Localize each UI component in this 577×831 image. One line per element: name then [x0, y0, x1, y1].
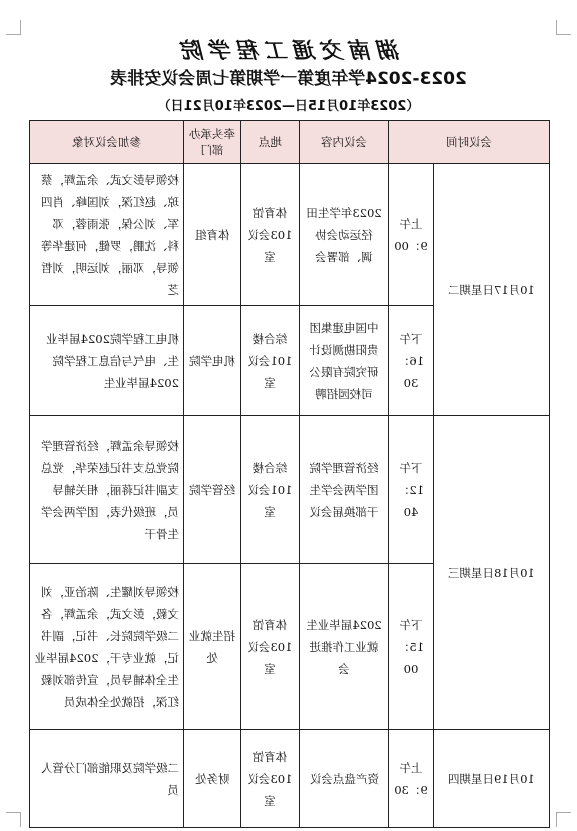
time-slot-cell: 上午9：00: [389, 164, 434, 306]
document-title: 2023-2024学年度第一学期第七周会议安排表: [110, 69, 467, 89]
location-cell: 综合楼101会议室: [241, 306, 300, 416]
dept-cell: 机电学院: [184, 306, 241, 416]
participants-cell: 校领导余孟辉，经济管理学院党总支书记赵荣华，党总支副书记蒋丽，相关辅导员，班级代表，团学两会学生骨干: [30, 416, 184, 564]
page-corner-mark: [6, 812, 21, 827]
dept-cell: 财务处: [184, 730, 241, 828]
dept-cell: 招生就业处: [184, 564, 241, 730]
table-row: [30, 730, 550, 828]
page-corner-mark: [556, 812, 571, 827]
time-slot-cell: 上午9：30: [389, 730, 434, 828]
location-cell: 综合楼101会议室: [241, 416, 300, 564]
content-cell: 2023年学生田径运动会协调、部署会: [300, 164, 389, 306]
page-corner-mark: [6, 20, 21, 35]
meeting-schedule-table: [29, 120, 550, 828]
participants-cell: 机电工程学院2024届毕业生、电气与信息工程学院2024届毕业生: [30, 306, 184, 416]
dept-cell: 体育组: [184, 164, 241, 306]
location-cell: 体育馆103会议室: [241, 730, 300, 828]
column-header: 参加会议对象: [30, 121, 184, 164]
column-header: 牵头承办部门: [184, 121, 241, 164]
table-header-row: [30, 121, 550, 164]
content-cell: 经济管理学院团学两会学生干部换届会议: [300, 416, 389, 564]
page-corner-mark: [556, 20, 571, 35]
date-cell: 10月19日星期四: [434, 730, 550, 828]
document-subtitle: （2023年10月15日—2023年10月21日）: [157, 99, 420, 114]
location-cell: 体育馆103会议室: [241, 164, 300, 306]
column-header: 会议时间: [389, 121, 550, 164]
column-header: 地点: [241, 121, 300, 164]
table-row: [30, 416, 550, 564]
content-cell: 2024届毕业生就业工作推进会: [300, 564, 389, 730]
time-slot-cell: 下午16：30: [389, 306, 434, 416]
school-logo-text: 湖南交通工程学院: [176, 38, 401, 64]
date-cell: 10月17日星期二: [434, 164, 550, 416]
content-cell: 中国电建集团贵阳勘测设计研究院有限公司校园招聘: [300, 306, 389, 416]
dept-cell: 经管学院: [184, 416, 241, 564]
time-slot-cell: 下午12：40: [389, 416, 434, 564]
date-cell: 10月18日星期三: [434, 416, 550, 730]
location-cell: 体育馆103会议室: [241, 564, 300, 730]
participants-cell: 校领导彭文武、余孟辉，蔡琼、赵红深，刘国峰、肖四军、刘公保，张雨蓉，邓科、沈鹏，罗健，何建华等领导，邓丽，刘运明，刘哲芝: [30, 164, 184, 306]
participants-cell: 二级学院及职能部门分管人员: [30, 730, 184, 828]
time-slot-cell: 下午15：00: [389, 564, 434, 730]
column-header: 会议内容: [300, 121, 389, 164]
participants-cell: 校领导刘耀生、陈治亚，刘文毅，彭文武，余孟辉，各二级学院院长、书记，副书记，就业专干，2024届毕业生全体辅导员，宣传部刘毅红深，招就处全体成员: [30, 564, 184, 730]
table-row: [30, 164, 550, 306]
content-cell: 资产盘点会议: [300, 730, 389, 828]
